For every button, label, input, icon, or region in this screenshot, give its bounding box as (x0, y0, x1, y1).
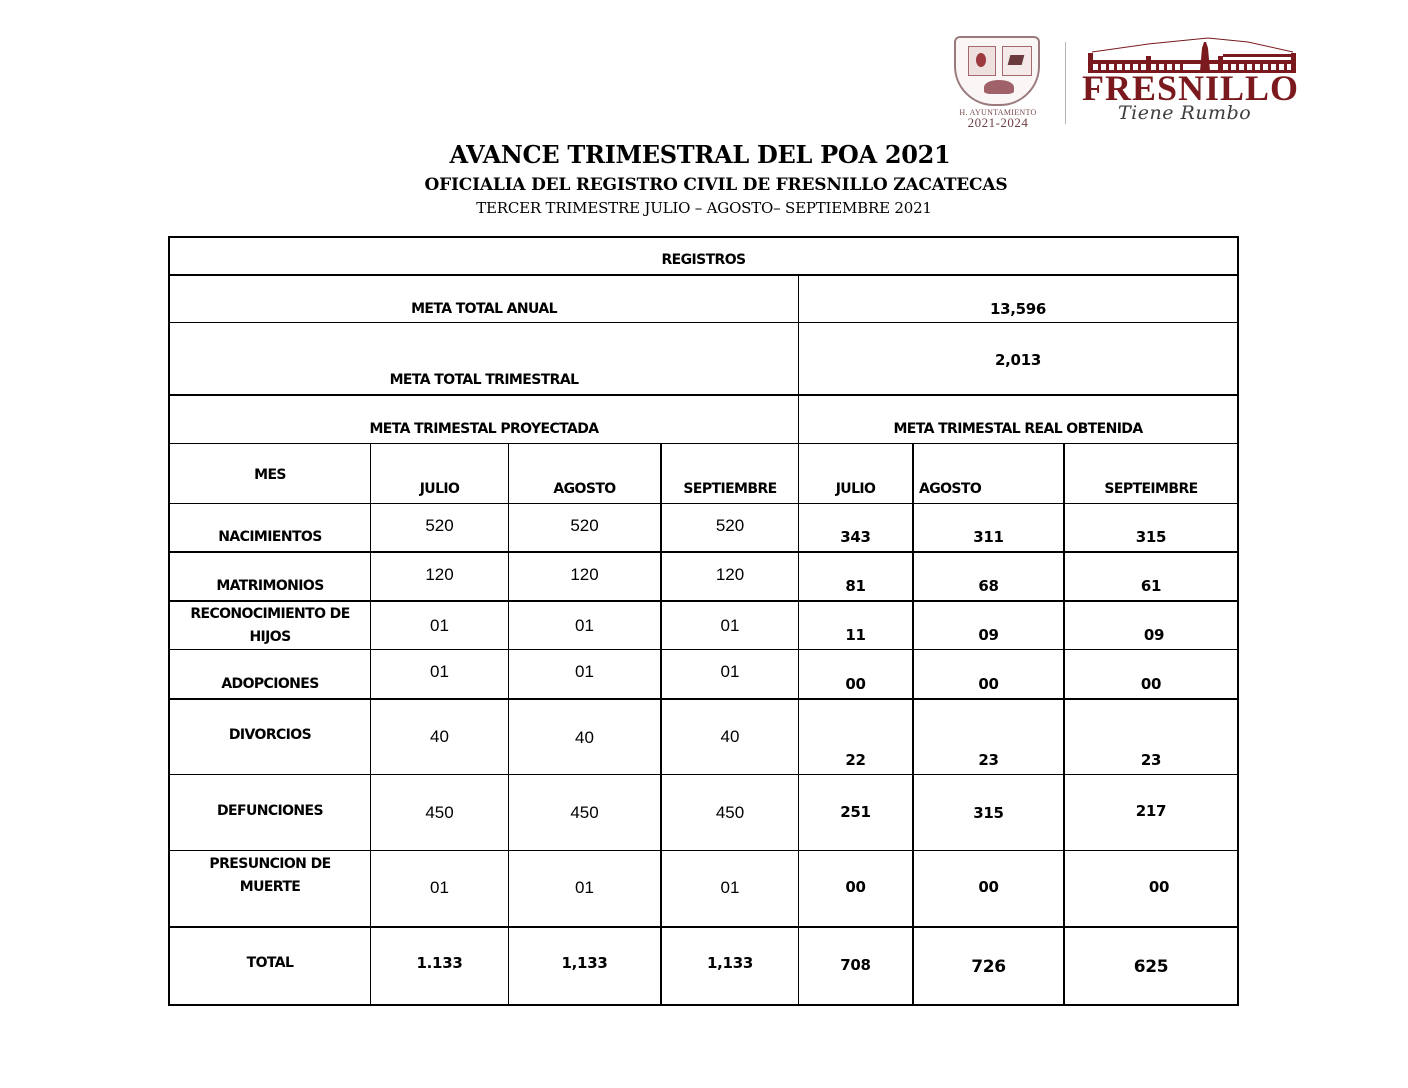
label-line: PRESUNCION DE (209, 856, 331, 872)
table-cell: 00 (1140, 675, 1162, 693)
real-month-julio: JULIO (835, 481, 876, 497)
real-month-agosto: AGOSTO (919, 481, 982, 497)
table-cell: 01 (575, 616, 594, 635)
document-subtitle: OFICIALIA DEL REGISTRO CIVIL DE FRESNILLO ZACATECAS (424, 175, 1008, 195)
fresnillo-brand-logo (1078, 34, 1308, 126)
label-line: RECONOCIMIENTO DE (190, 605, 350, 622)
meta-anual-value: 13,596 (989, 300, 1047, 318)
table-cell: 311 (973, 528, 1004, 546)
real-month-septiembre: SEPTEIMBRE (1104, 481, 1198, 497)
label-line: HIJOS (249, 628, 291, 645)
section-title: REGISTROS (661, 252, 746, 268)
table-cell: 11 (845, 626, 866, 644)
crest-right-panel (1002, 46, 1032, 76)
real-header: META TRIMESTAL REAL OBTENIDA (893, 421, 1143, 437)
mes-header: MES (254, 467, 286, 483)
table-cell: 01 (575, 878, 594, 897)
table-cell: 01 (430, 878, 449, 897)
table-cell: 01 (430, 662, 449, 681)
table-cell: 120 (570, 565, 599, 584)
table-cell: 01 (720, 878, 740, 897)
row-label-divorcios: DIVORCIOS (228, 727, 312, 743)
projected-month-septiembre: SEPTIEMBRE (683, 481, 777, 497)
table-cell: 23 (978, 751, 999, 769)
table-cell: 450 (570, 803, 599, 822)
table-cell: 22 (845, 751, 866, 769)
meta-trimestral-label: META TOTAL TRIMESTRAL (389, 372, 579, 388)
table-cell: 00 (845, 878, 866, 896)
table-cell: 520 (425, 516, 454, 535)
projected-month-agosto: AGOSTO (553, 481, 616, 497)
registros-table (168, 236, 1239, 1006)
meta-anual-label: META TOTAL ANUAL (411, 301, 557, 317)
row-label-total: TOTAL (246, 955, 294, 971)
brand-tagline: Tiene Rumbo (1118, 102, 1252, 124)
table-cell: 00 (978, 675, 999, 693)
crest-ayuntamiento-text: H. AYUNTAMIENTO (959, 108, 1037, 117)
total-cell: 708 (840, 956, 871, 974)
table-cell: 81 (845, 577, 866, 595)
crest-left-panel (968, 46, 996, 76)
table-cell: 68 (978, 577, 999, 595)
table-cell: 40 (575, 728, 594, 747)
row-label-matrimonios: MATRIMONIOS (216, 578, 324, 594)
table-cell: 01 (720, 662, 740, 681)
table-cell: 00 (1148, 878, 1170, 896)
row-label-defunciones: DEFUNCIONES (217, 803, 323, 819)
table-cell: 520 (570, 516, 599, 535)
projected-header: META TRIMESTAL PROYECTADA (369, 421, 599, 437)
table-cell: 120 (715, 565, 745, 584)
table-cell: 315 (973, 804, 1004, 822)
table-cell: 09 (1143, 626, 1165, 644)
total-cell: 1,133 (707, 954, 753, 972)
document-title: AVANCE TRIMESTRAL DEL POA 2021 (449, 140, 951, 169)
meta-trimestral-value: 2,013 (995, 351, 1041, 369)
municipal-crest-logo (948, 36, 1048, 128)
row-label-presuncion (170, 851, 370, 926)
table-cell: 09 (978, 626, 999, 644)
row-label-adopciones: ADOPCIONES (221, 676, 319, 692)
table-cell: 00 (978, 878, 999, 896)
table-cell: 450 (425, 803, 454, 822)
total-cell: 1.133 (416, 954, 463, 972)
logo-divider (1065, 42, 1066, 124)
label-line: MUERTE (239, 879, 301, 895)
total-cell: 1,133 (561, 954, 608, 972)
table-cell: 00 (845, 675, 866, 693)
table-cell: 120 (425, 565, 454, 584)
table-cell: 343 (840, 528, 871, 546)
row-label-nacimientos: NACIMIENTOS (218, 529, 322, 545)
total-cell: 726 (971, 957, 1006, 977)
table-cell: 217 (1135, 802, 1167, 820)
total-cell: 625 (1133, 957, 1169, 977)
table-cell: 40 (720, 727, 740, 746)
table-cell: 450 (715, 803, 745, 822)
coat-of-arms-icon (954, 36, 1040, 106)
crest-tree-emblem (984, 80, 1014, 94)
crest-years-text: 2021-2024 (967, 115, 1029, 130)
table-cell: 315 (1135, 528, 1167, 546)
projected-month-julio: JULIO (419, 481, 460, 497)
row-label-reconocimiento (170, 602, 370, 649)
table-cell: 01 (575, 662, 594, 681)
table-cell: 251 (840, 803, 871, 821)
brand-name: FRESNILLO (1082, 68, 1300, 108)
table-cell: 23 (1140, 751, 1162, 769)
table-cell: 01 (720, 616, 740, 635)
table-cell: 40 (430, 727, 449, 746)
table-cell: 520 (715, 516, 745, 535)
table-cell: 61 (1140, 577, 1162, 595)
table-cell: 01 (430, 616, 449, 635)
document-period: TERCER TRIMESTRE JULIO – AGOSTO– SEPTIEMBRE 2021 (476, 199, 932, 217)
